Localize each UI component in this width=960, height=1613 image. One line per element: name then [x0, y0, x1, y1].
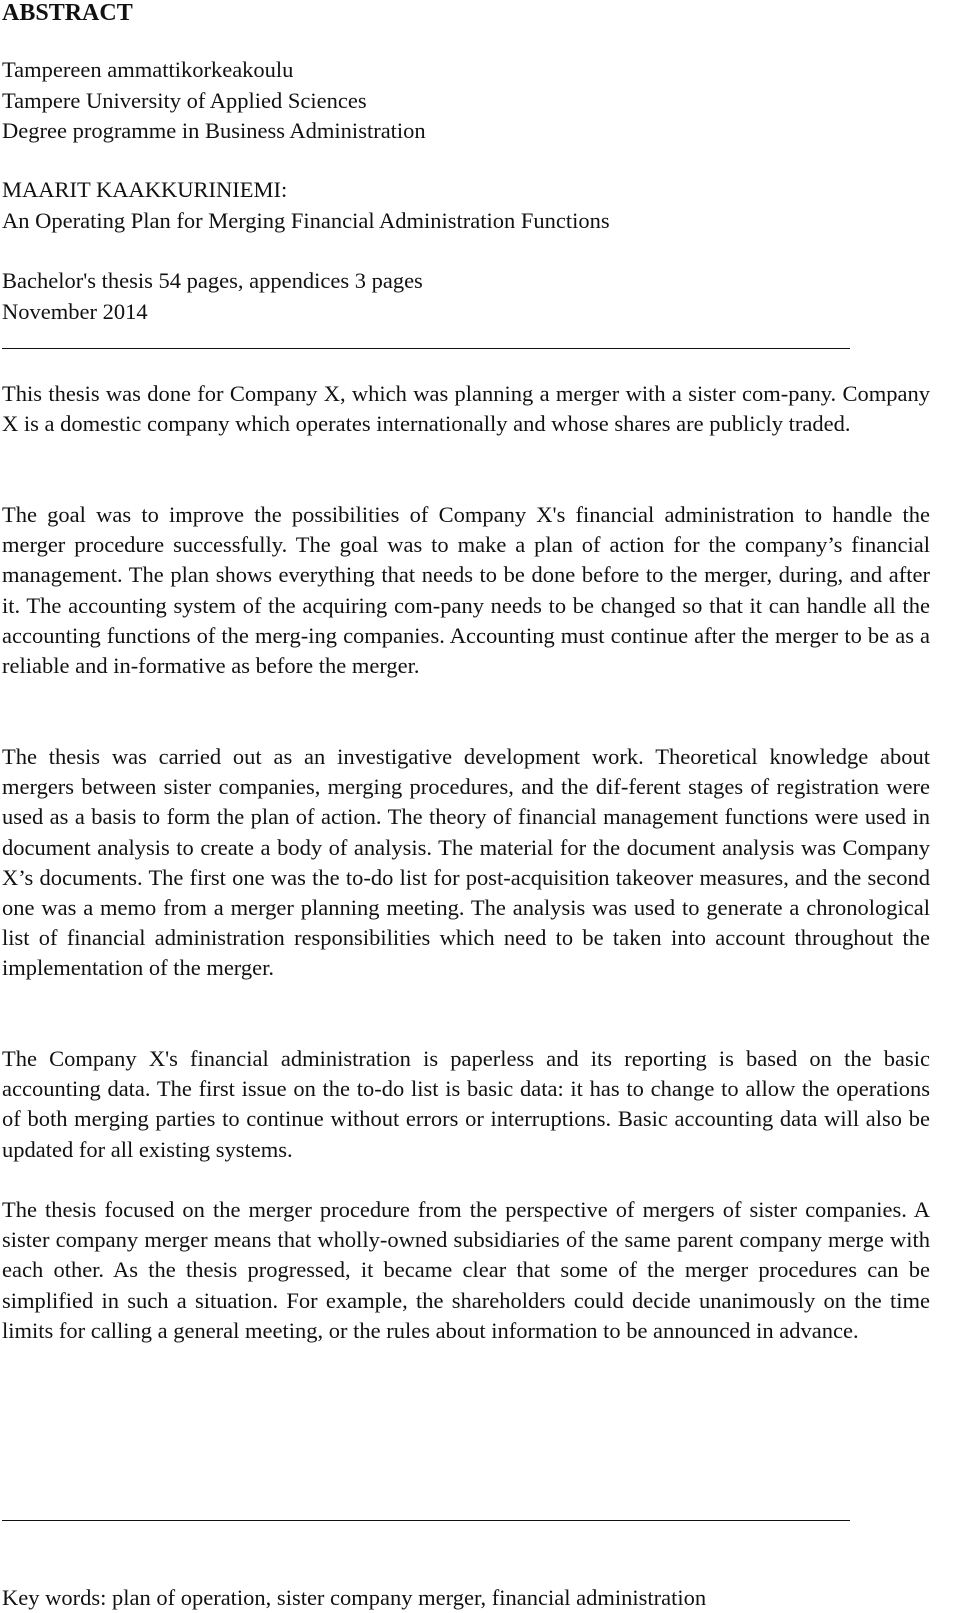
abstract-paragraph: The thesis focused on the merger procedure from the perspective of mergers of sister companies. A sister company merger means that wholly-owned subsidiaries of the same parent company merge with each other. As the thesis progressed, it became clear that some of the merger procedures can be simplified in such a situation. For example, the shareholders could decide unanimously on the time limits for calling a general meeting, or the rules about information to be announced in advance.	[2, 1197, 930, 1343]
degree-programme: Degree programme in Business Administration	[2, 118, 426, 143]
abstract-paragraph: This thesis was done for Company X, which was planning a merger with a sister com-pany. Company X is a domestic company which operates internationally and whose shares are publicly traded.	[2, 381, 930, 437]
bottom-divider	[2, 1520, 850, 1521]
institution-name-english: Tampere University of Applied Sciences	[2, 87, 367, 113]
author-name: MAARIT KAAKKURINIEMI:	[2, 177, 288, 202]
keywords: Key words: plan of operation, sister company merger, financial administration	[2, 1585, 707, 1610]
abstract-paragraph: The goal was to improve the possibilities of Company X's financial administration to handle the merger procedure successfully. The goal was to make a plan of action for the company’s financial management. The plan shows everything that needs to be done before to the merger, during, and after it. The accounting system of the acquiring com-pany needs to be changed so that it can handle all the accounting functions of the merg-ing companies. Accounting must continue after the merger to be as a reliable and in-formative as before the merger.	[2, 502, 930, 679]
top-divider	[2, 348, 850, 349]
thesis-info-block	[2, 266, 423, 327]
thesis-title: An Operating Plan for Merging Financial Administration Functions	[2, 207, 610, 233]
page-heading: ABSTRACT	[2, 0, 133, 26]
abstract-paragraph: The thesis was carried out as an investigative development work. Theoretical knowledge about mergers between sister companies, merging procedures, and the dif-ferent stages of registration were used as a basis to form the plan of action. The theory of financial management functions were used in document analysis to create a body of analysis. The material for the document analysis was Company X’s documents. The first one was the to-do list for post-acquisition takeover measures, and the second one was a memo from a merger planning meeting. The analysis was used to generate a chronological list of financial administration responsibilities which need to be taken into account throughout the implementation of the merger.	[2, 744, 930, 981]
author-title-block	[2, 175, 610, 236]
thesis-date: November 2014	[2, 298, 148, 324]
thesis-pages: Bachelor's thesis 54 pages, appendices 3 pages	[2, 268, 423, 293]
institution-block	[2, 55, 426, 147]
abstract-paragraph: The Company X's financial administration is paperless and its reporting is based on the basic accounting data. The first issue on the to-do list is basic data: it has to change to allow the operations of both merging parties to continue without errors or interruptions. Basic accounting data will also be updated for all existing systems.	[2, 1046, 930, 1162]
institution-name-finnish: Tampereen ammattikorkeakoulu	[2, 57, 294, 82]
